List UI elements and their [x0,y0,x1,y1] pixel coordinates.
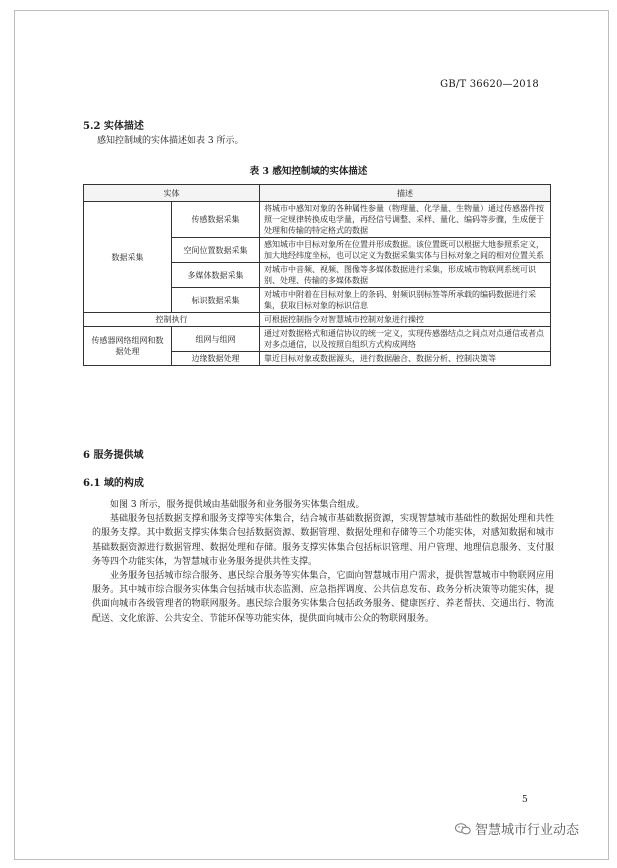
paragraph: 业务服务包括城市综合服务、惠民综合服务等实体集合，它面向智慧城市用户需求，提供智慧城市中物联网应用服务。其中城市综合服务实体集合包括城市状态监测、应急指挥调度、公共信息发布、政务分析决策等功能实体，提供面向城市各级管理者的物联网服务。惠民综合服务实体集合包括政务服务、健康医疗、养老帮扶、交通出行、物流配送、文化旅游、公共安全、节能环保等功能实体，提供面向城市公众的物联网服务。 [92,571,554,624]
entity-name: 边缘数据处理 [172,352,260,366]
page-number: 5 [522,795,528,805]
entity-description: 靠近目标对象或数据源头，进行数据融合、数据分析、控制决策等 [260,352,551,366]
wechat-icon [455,823,471,835]
standard-number: GB/T 36620—2018 [440,79,539,90]
entity-name: 控制执行 [84,313,260,327]
header-description: 描述 [260,185,551,202]
table-header-row [84,185,551,202]
watermark [455,819,579,838]
header-entity: 实体 [84,185,260,202]
section-5-2-intro: 感知控制域的实体描述如表 3 所示。 [97,136,244,146]
body-text [92,498,554,626]
paragraph: 如图 3 所示，服务提供域由基础服务和业务服务实体集合组成。 [110,500,365,510]
group-label-data-collection: 数据采集 [84,202,172,313]
table-caption: 表 3 感知控制域的实体描述 [249,166,368,177]
section-6-title: 6 服务提供域 [83,450,144,461]
paragraph: 基础服务包括数据支撑和服务支撑等实体集合，结合城市基础数据资源，实现智慧城市基础性的数据处理和共性的服务支撑。其中数据支撑实体集合包括数据资源、数据管理、数据处理和存储等三个功能实体，对感知数据和城市基础数据资源进行数据管理、数据处理和存储。服务支撑实体集合包括标识管理、用户管理、地理信息服务、支付服务等四个功能实体，为智慧城市业务服务提供共性支撑。 [92,514,554,567]
section-5-2-title: 5.2 实体描述 [83,121,144,132]
group-label-sensor-network: 传感器网络组网和数据处理 [84,327,172,366]
entity-description: 通过对数据格式和通信协议的统一定义，实现传感器结点之间点对点通信或者点对多点通信，以及按照自组织方式构成网络 [260,327,551,352]
entity-name: 组网与组网 [172,327,260,352]
entity-name: 标识数据采集 [172,288,260,313]
entity-description: 对城市中音频、视频、图像等多媒体数据进行采集，形成城市物联网系统可识别、处理、传输的多媒体数据 [260,263,551,288]
entity-name: 多媒体数据采集 [172,263,260,288]
entity-description: 可根据控制指令对智慧城市控制对象进行操控 [260,313,551,327]
entity-description: 将城市中感知对象的各种属性参量（物理量、化学量、生物量）通过传感器件按照一定规律转换成电学量，再经信号调整、采样、量化、编码等步骤，生成便于处理和传输的特定格式的数据 [260,202,551,238]
table-row [84,313,551,327]
table-row [84,327,551,352]
entity-description: 对城市中附着在目标对象上的条码、射频识别标签等所承载的编码数据进行采集，获取目标对象的标识信息 [260,288,551,313]
entity-description: 感知城市中目标对象所在位置并形成数据。该位置既可以根据大地参照系定义，加大地经纬度坐标，也可以定义为数据采集实体与目标对象之间的相对位置关系 [260,238,551,263]
table-row [84,202,551,238]
watermark-text: 智慧城市行业动态 [475,823,580,838]
entity-table [83,184,551,366]
entity-name: 传感数据采集 [172,202,260,238]
entity-name: 空间位置数据采集 [172,238,260,263]
section-6-1-title: 6.1 域的构成 [83,478,144,489]
